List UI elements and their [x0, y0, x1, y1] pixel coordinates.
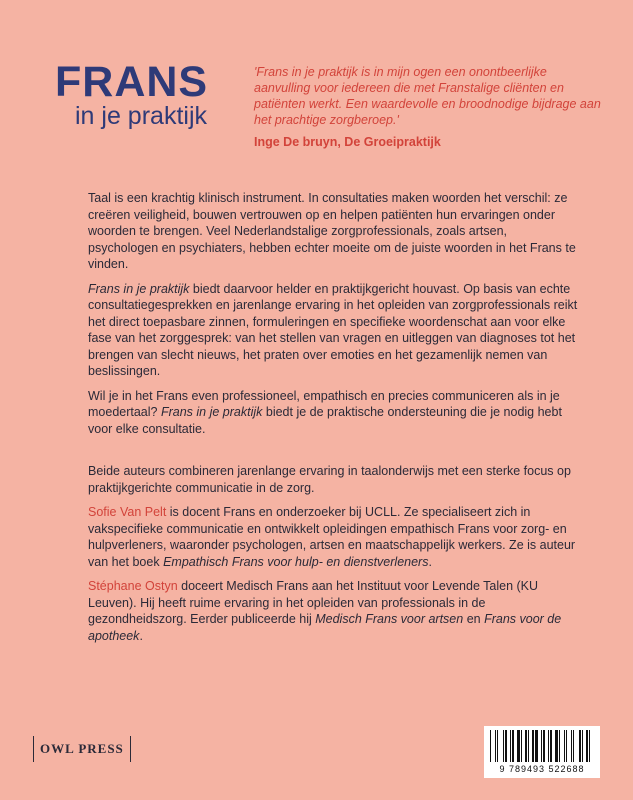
author2-mid: en [463, 612, 485, 626]
barcode-bar [571, 730, 572, 762]
barcode-bar [532, 730, 534, 762]
author2-end: . [139, 628, 143, 643]
barcode-bar [510, 730, 511, 762]
back-cover-text [88, 190, 580, 652]
barcode-bar [584, 730, 585, 762]
barcode-bar [575, 730, 578, 762]
barcode-bar [495, 730, 496, 762]
author1-end: . [428, 554, 432, 569]
logo-title: FRANS [55, 58, 209, 106]
barcode-bar [521, 730, 522, 762]
barcode-bar [490, 730, 491, 762]
barcode-bar [546, 730, 547, 762]
author1-name: Sofie Van Pelt [88, 505, 167, 519]
barcode-bar [539, 730, 540, 762]
barcode-bar [523, 730, 524, 762]
question-rest: biedt je de praktische ondersteuning die je nodig hebt voor elke consultatie. [88, 405, 562, 436]
barcode-bar [497, 730, 498, 762]
barcode-bar [548, 730, 549, 762]
barcode-bar [566, 730, 567, 762]
barcode-bar [568, 730, 570, 762]
barcode-bar [553, 730, 554, 762]
barcode-bar [559, 730, 560, 762]
barcode-bar [555, 730, 558, 762]
barcode-bar [582, 730, 583, 762]
quote-book-title: 'Frans in je praktijk [254, 65, 358, 79]
paragraph-authors: Beide auteurs combineren jarenlange ervaring in taalonderwijs met een sterke focus op praktijkgerichte communicatie in de zorg. [88, 464, 571, 495]
barcode-bar [499, 730, 502, 762]
paragraph-book-text: biedt daarvoor helder en praktijkgericht houvast. Op basis van echte consultatiegesprekken en jarenlange ervaring in het opleiden van zorgprofessionals reikt het direct toepasbare zinnen, formuleringen en specifieke woordenschat aan voor elke fase van het zorggesprek: van het stellen van vragen en uitleggen van diagnoses tot het brengen van slecht nieuws, het praten over emoties en het gezamenlijk nemen van beslissingen. [88, 281, 578, 378]
author2-book1: Medisch Frans voor artsen [315, 612, 464, 626]
barcode-bar [492, 730, 494, 762]
logo-subtitle: in je praktijk [75, 102, 207, 130]
author2-name: Stéphane Ostyn [88, 579, 178, 593]
barcode-bar [535, 730, 538, 762]
paragraph-book [88, 281, 580, 380]
barcode-bars [490, 730, 594, 762]
book-title-inline: Frans in je praktijk [160, 405, 263, 419]
barcode-bar [515, 730, 516, 762]
barcode-bar [550, 730, 552, 762]
question-text: Wil je in het Frans even professioneel, empathisch en precies communiceren als in je moedertaal? [88, 388, 560, 419]
book-logo [55, 58, 225, 130]
paragraph-author1 [88, 504, 580, 570]
quote-text [254, 64, 604, 128]
barcode-bar [530, 730, 531, 762]
barcode-bar [525, 730, 527, 762]
barcode-bar [589, 730, 590, 762]
paragraph-author2 [88, 578, 580, 644]
barcode-bar [508, 730, 509, 762]
barcode-bar [503, 730, 504, 762]
author2-bio: doceert Medisch Frans aan het Instituut voor Levende Talen (KU Leuven). Hij heeft ruime ervaring in het opleiden van professionals in de gezondheidszorg. Eerder publiceerde hij [88, 579, 539, 626]
spacer [88, 445, 580, 463]
barcode-number: 9 789493 522688 [499, 764, 585, 774]
author2-book2: Frans voor de apotheek [88, 612, 562, 643]
barcode-bar [564, 730, 565, 762]
barcode-bar [543, 730, 545, 762]
quote-body: is in mijn ogen een onontbeerlijke aanvulling voor iedereen die met Franstalige cliënten en patiënten werkt. Een waardevolle en broodnodige bijdrage aan het prachtige zorgberoep.' [254, 65, 601, 127]
barcode-bar [579, 730, 581, 762]
paragraph-intro: Taal is een krachtig klinisch instrument. In consultaties maken woorden het verschil: ze creëren veiligheid, bouwen vertrouwen op en helpen patiënten hun ervaringen onder woorden te brengen. Veel Nederlandstalige zorgprofessionals, zoals artsen, psychologen en psychiaters, hebben echter moeite om de juiste woorden in het Frans te vinden. [88, 191, 576, 271]
paragraph-question [88, 388, 580, 438]
barcode-bar [528, 730, 529, 762]
book-title-inline: Frans in je praktijk [88, 281, 190, 296]
barcode-bar [541, 730, 542, 762]
barcode-bar [586, 730, 588, 762]
author1-book: Empathisch Frans voor hulp- en dienstverleners [163, 554, 429, 569]
barcode-bar [573, 730, 574, 762]
barcode-bar [505, 730, 507, 762]
publisher-logo: OWL PRESS [33, 736, 131, 762]
quote-author: Inge De bruyn, De Groeipraktijk [254, 135, 441, 149]
author1-bio: is docent Frans en onderzoeker bij UCLL. Ze specialiseert zich in vakspecifieke communicatie en ontwikkelt opleidingen empathisch Frans voor zorg- en hulpverleners, waaronder psychologen, artsen en maatschappelijk werkers. Ze is auteur van het boek [88, 505, 576, 569]
endorsement-quote [254, 64, 604, 150]
barcode-bar [517, 730, 520, 762]
barcode-bar [561, 730, 563, 762]
barcode-bar [512, 730, 514, 762]
isbn-barcode [484, 726, 600, 778]
